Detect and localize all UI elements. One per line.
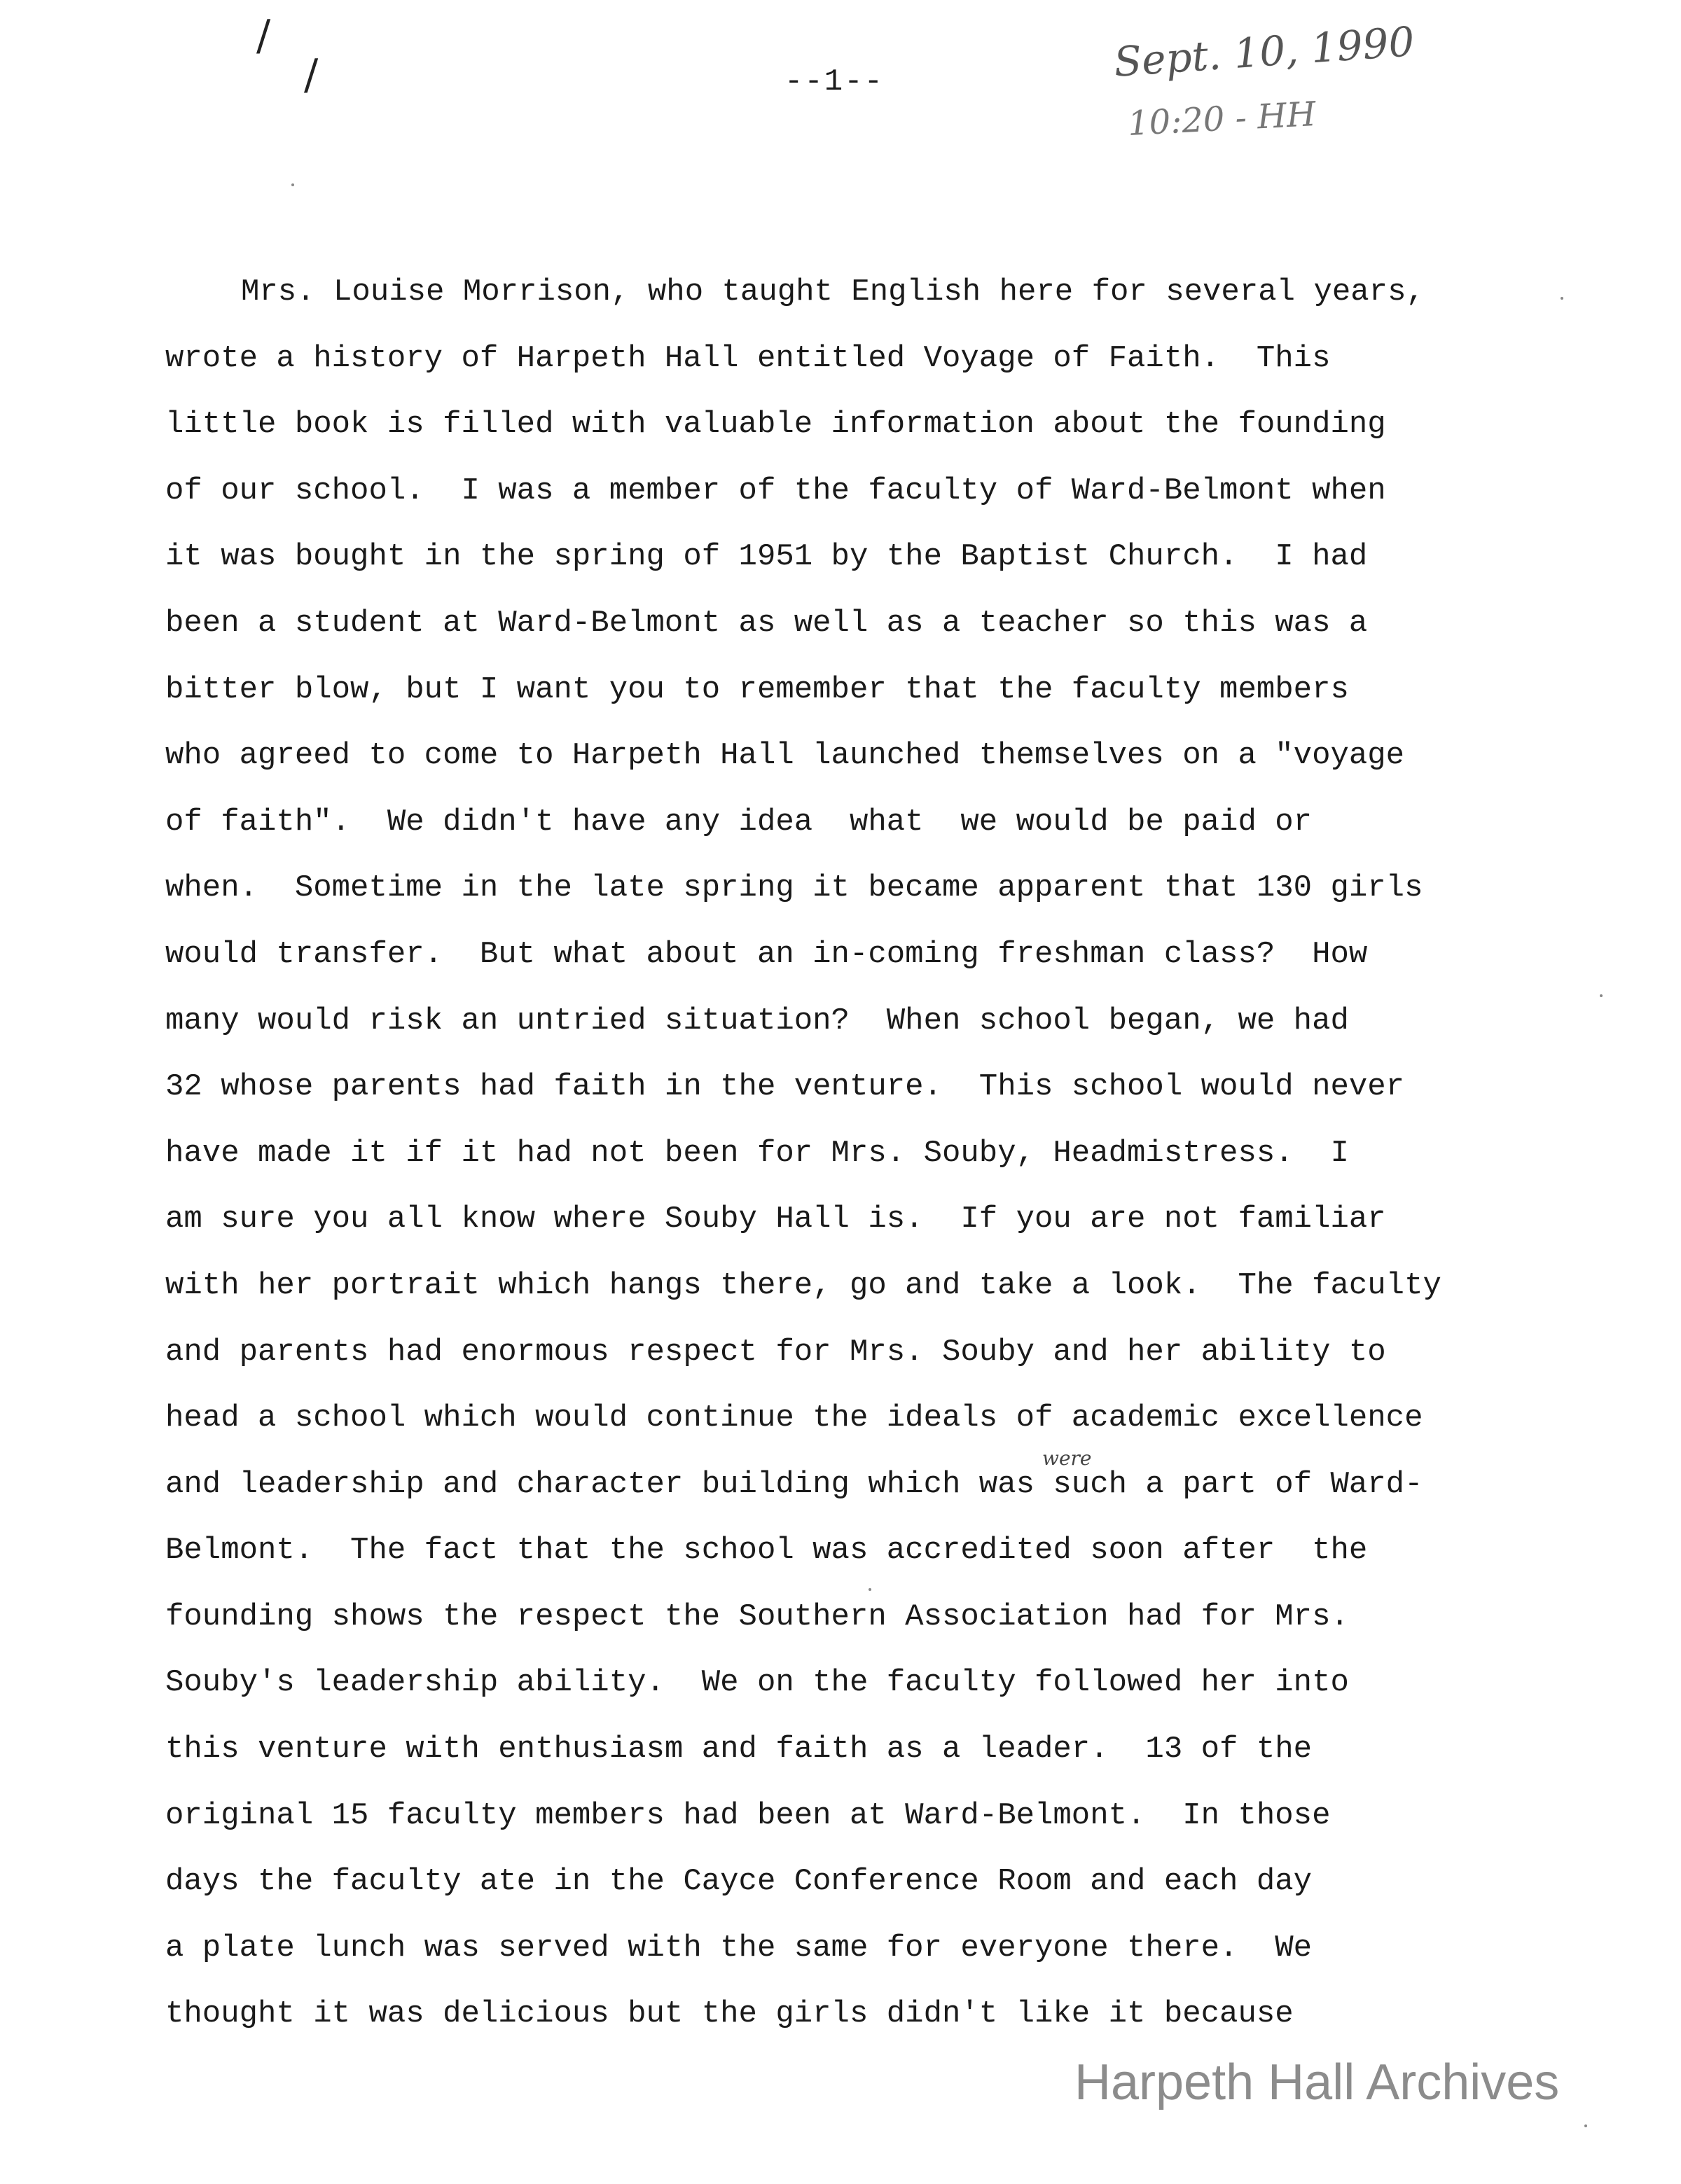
handwritten-tick-mark: / <box>256 11 271 60</box>
text-line: this venture with enthusiasm and faith as a leader. 13 of the <box>165 1732 1313 1767</box>
handwritten-tick-mark: / <box>304 50 319 99</box>
handwritten-correction: were <box>1042 1447 1092 1470</box>
text-line: days the faculty ate in the Cayce Conference Room and each day <box>165 1864 1313 1900</box>
text-line: of faith". We didn't have any idea what we would be paid or <box>165 804 1313 840</box>
text-line: and leadership and character building which was such a part of Ward- <box>165 1466 1423 1502</box>
text-line: a plate lunch was served with the same for everyone there. We <box>165 1930 1313 1966</box>
text-line: would transfer. But what about an in-coming freshman class? How <box>165 936 1368 972</box>
scan-speck <box>1584 2124 1587 2127</box>
handwritten-date: Sept. 10, 1990 <box>1112 18 1416 86</box>
text-line: head a school which would continue the ideals of academic excellence <box>165 1400 1423 1436</box>
scan-speck <box>1600 994 1603 997</box>
text-line: Belmont. The fact that the school was accredited soon after the <box>165 1533 1368 1569</box>
text-line: it was bought in the spring of 1951 by the Baptist Church. I had <box>165 539 1368 575</box>
scan-speck <box>1561 297 1563 300</box>
page-number: --1-- <box>784 64 885 99</box>
text-line: many would risk an untried situation? When school began, we had <box>165 1003 1349 1038</box>
scan-speck <box>291 183 294 186</box>
typed-body-text <box>165 259 1441 2047</box>
text-line: original 15 faculty members had been at Ward-Belmont. In those <box>165 1797 1331 1833</box>
handwritten-code: 10:20 - HH <box>1126 95 1317 144</box>
text-line: of our school. I was a member of the faculty of Ward-Belmont when <box>165 473 1386 508</box>
text-line: when. Sometime in the late spring it became apparent that 130 girls <box>165 870 1423 906</box>
text-line: been a student at Ward-Belmont as well as a teacher so this was a <box>165 605 1368 641</box>
text-line: Mrs. Louise Morrison, who taught English here for several years, <box>241 274 1425 309</box>
text-line: am sure you all know where Souby Hall is. If you are not familiar <box>165 1202 1386 1237</box>
text-line: who agreed to come to Harpeth Hall launched themselves on a "voyage <box>165 738 1405 774</box>
text-line: with her portrait which hangs there, go and take a look. The faculty <box>165 1267 1441 1303</box>
text-line: little book is filled with valuable information about the founding <box>165 407 1386 443</box>
text-line: wrote a history of Harpeth Hall entitled Voyage of Faith. This <box>165 340 1331 376</box>
text-line: 32 whose parents had faith in the venture. This school would never <box>165 1069 1405 1105</box>
scan-speck <box>869 1588 871 1591</box>
text-line: founding shows the respect the Southern Association had for Mrs. <box>165 1599 1349 1634</box>
archive-watermark: Harpeth Hall Archives <box>1074 2054 1560 2110</box>
text-line: Souby's leadership ability. We on the faculty followed her into <box>165 1665 1349 1701</box>
text-line: and parents had enormous respect for Mrs. Souby and her ability to <box>165 1334 1386 1370</box>
text-line: thought it was delicious but the girls didn't like it because <box>165 1996 1294 2032</box>
text-line: bitter blow, but I want you to remember that the faculty members <box>165 672 1349 707</box>
text-line: have made it if it had not been for Mrs. Souby, Headmistress. I <box>165 1135 1349 1171</box>
